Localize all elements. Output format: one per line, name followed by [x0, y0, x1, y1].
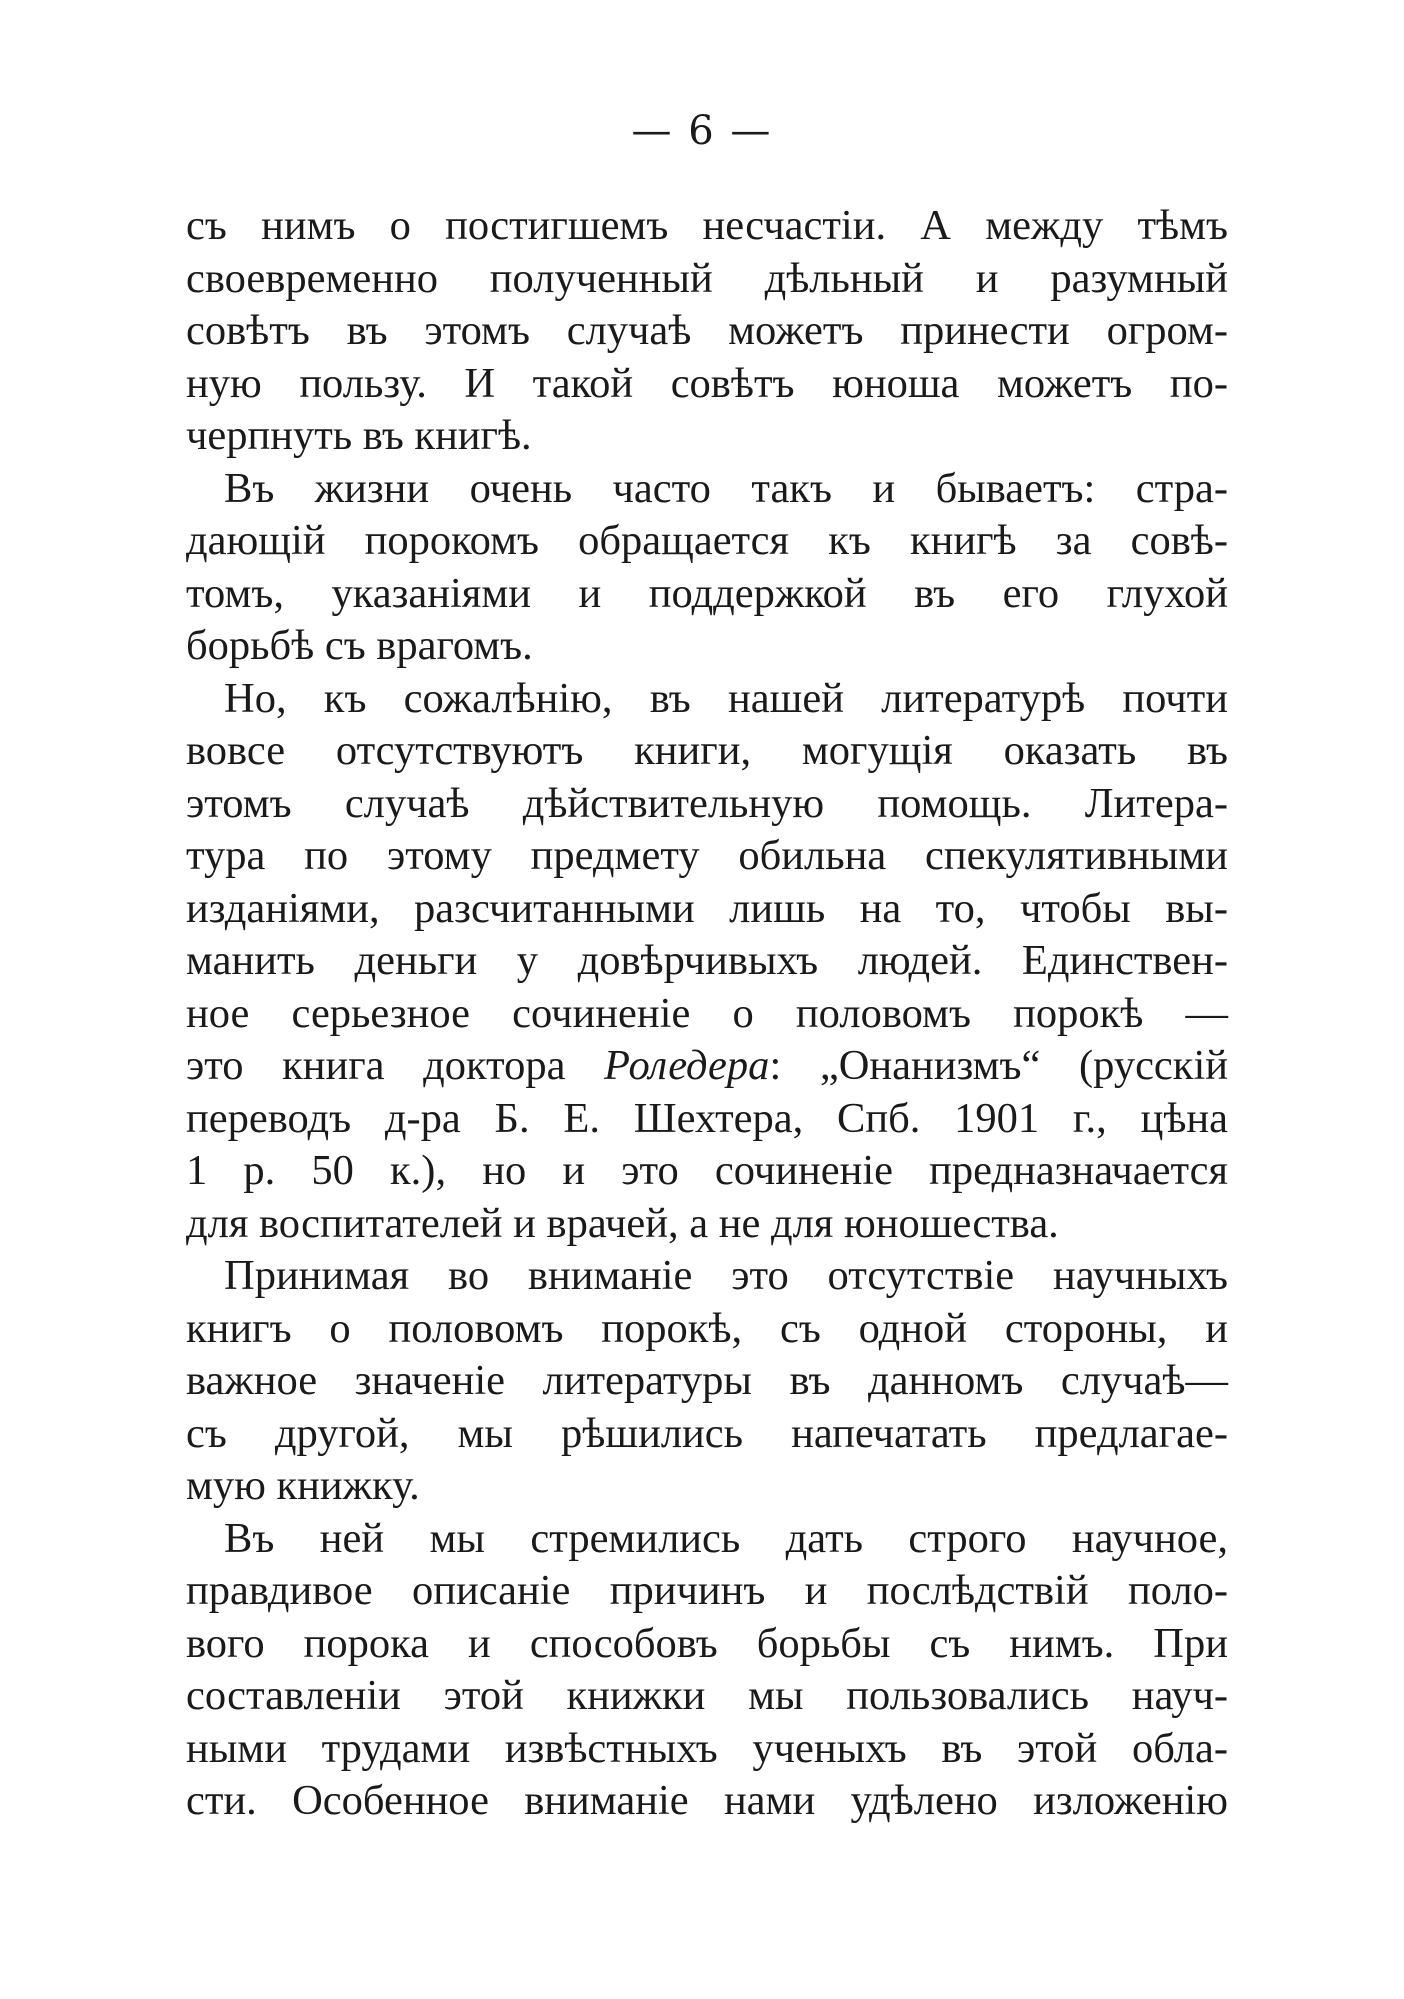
- text-line: борьбѣ съ врагомъ.: [186, 622, 533, 669]
- text-line: важное значеніе литературы въ данномъ случаѣ—: [186, 1357, 1228, 1404]
- body-text: [186, 200, 1228, 1828]
- text-line: мую книжку.: [186, 1462, 420, 1509]
- text-line: ными трудами извѣстныхъ ученыхъ въ этой обла-: [186, 1724, 1228, 1772]
- text-line: правдивое описаніе причинъ и послѣдствій поло-: [186, 1567, 1228, 1614]
- text-line: ное серьезное сочиненіе о половомъ порокѣ —: [186, 989, 1228, 1037]
- paragraph-5: [186, 1513, 1228, 1828]
- text-line: Принимая во вниманіе это отсутствіе научныхъ: [224, 1252, 1228, 1299]
- text-line: дающій порокомъ обращается къ книгѣ за совѣ-: [186, 517, 1228, 564]
- text-line: этомъ случаѣ дѣйствительную помощь. Литера-: [186, 779, 1228, 827]
- paragraph-4: [186, 1250, 1228, 1513]
- text-line: томъ, указаніями и поддержкой въ его глухой: [186, 569, 1228, 617]
- text-line: переводъ д-ра Б. Е. Шехтера, Спб. 1901 г., цѣна: [186, 1094, 1228, 1142]
- text-line: 1 р. 50 к.), но и это сочиненіе предназначается: [186, 1147, 1228, 1194]
- text-line: составленіи этой книжки мы пользовались науч-: [186, 1672, 1228, 1719]
- text-line: для воспитателей и врачей, а не для юношества.: [186, 1199, 1059, 1247]
- text-line: манить деньги у довѣрчивыхъ людей. Единствен-: [186, 937, 1228, 984]
- text-line: совѣтъ въ этомъ случаѣ можетъ принести огром-: [186, 307, 1228, 354]
- text-line: тура по этому предмету обильна спекулятивными: [186, 832, 1228, 879]
- text-line: вовсе отсутствуютъ книги, могущія оказать въ: [186, 727, 1228, 774]
- text-line: вого порока и способовъ борьбы съ нимъ. При: [186, 1619, 1228, 1667]
- text-segment: это книга доктора: [186, 1042, 605, 1089]
- text-segment: : „Онанизмъ“ (русскій: [769, 1042, 1229, 1089]
- text-line: ную пользу. И такой совѣтъ юноша можетъ по-: [186, 359, 1228, 407]
- paragraph-1: [186, 200, 1228, 463]
- text-line: съ другой, мы рѣшились напечатать предлагае-: [186, 1409, 1228, 1457]
- paragraph-3: [186, 673, 1228, 1251]
- text-line: съ нимъ о постигшемъ несчастіи. А между тѣмъ: [186, 202, 1228, 249]
- author-name-italic: Роледера: [604, 1042, 770, 1089]
- text-line: книгъ о половомъ порокѣ, съ одной стороны, и: [186, 1304, 1228, 1352]
- page-number: — 6 —: [631, 108, 773, 154]
- text-line: изданіями, разсчитанными лишь на то, чтобы вы-: [186, 884, 1228, 932]
- text-line: Но, къ сожалѣнію, въ нашей литературѣ почти: [224, 674, 1228, 722]
- text-line: черпнуть въ книгѣ.: [186, 412, 532, 459]
- paragraph-2: [186, 463, 1228, 673]
- text-line: своевременно полученный дѣльный и разумный: [186, 254, 1228, 302]
- text-line: сти. Особенное вниманіе нами удѣлено изложенію: [186, 1777, 1228, 1824]
- text-line-with-italic: [186, 1040, 1228, 1093]
- text-line: Въ жизни очень часто такъ и бываетъ: стра-: [224, 464, 1228, 512]
- text-line: Въ ней мы стремились дать строго научное,: [224, 1514, 1228, 1562]
